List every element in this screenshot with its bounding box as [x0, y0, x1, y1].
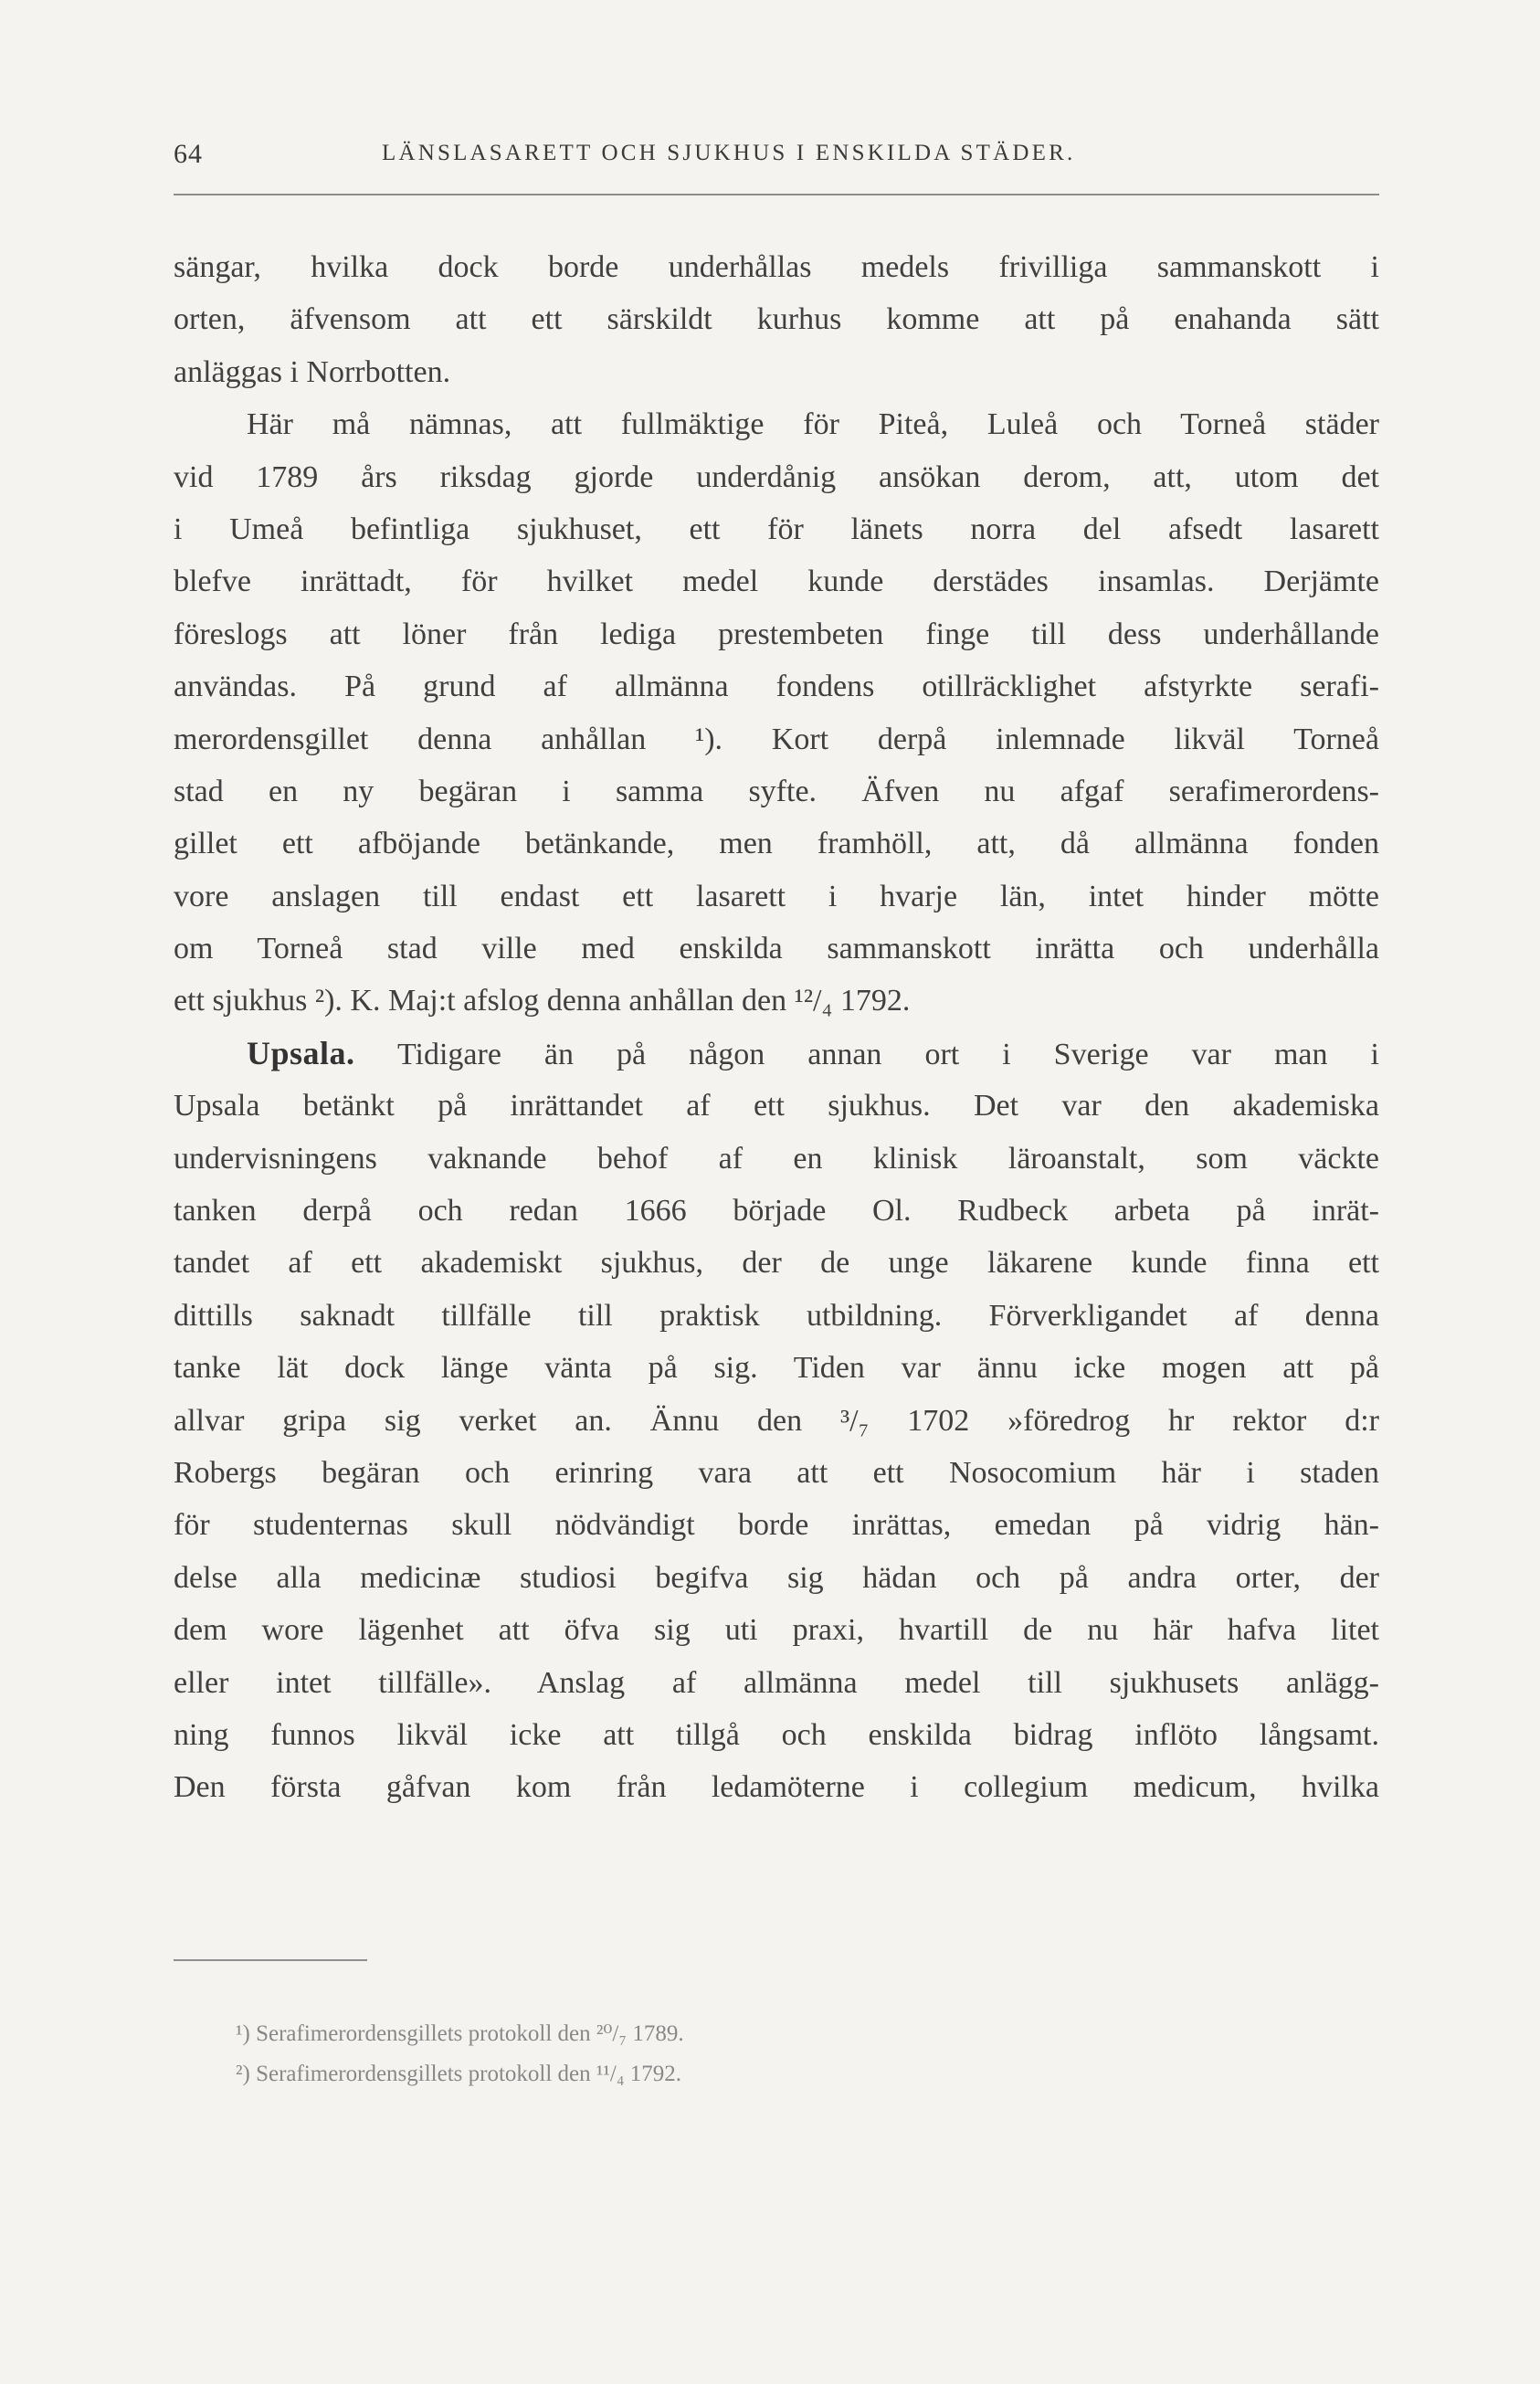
- text-line: undervisningens vaknande behof af en klinisk läroanstalt, som väckte: [174, 1141, 1379, 1176]
- body-text: [174, 241, 1379, 1814]
- text-line: Här må nämnas, att fullmäktige för Piteå, Luleå och Torneå städer: [247, 407, 1379, 442]
- text-line: tandet af ett akademiskt sjukhus, der de unge läkarene kunde finna ett: [174, 1246, 1379, 1281]
- text-line: delse alla medicinæ studiosi begifva sig hädan och på andra orter, der: [174, 1560, 1379, 1595]
- text-line: dittills saknadt tillfälle till praktisk utbildning. Förverkligandet af denna: [174, 1298, 1379, 1333]
- text-line: i Umeå befintliga sjukhuset, ett för länets norra del afsedt lasarett: [174, 512, 1379, 546]
- text-line: ning funnos likväl icke att tillgå och enskilda bidrag inflöto långsamt.: [174, 1717, 1379, 1752]
- text-line: eller intet tillfälle». Anslag af allmänna medel till sjukhusets anlägg-: [174, 1665, 1379, 1700]
- text-line: dem wore lägenhet att öfva sig uti praxi, hvartill de nu här hafva litet: [174, 1613, 1379, 1648]
- text-line: om Torneå stad ville med enskilda sammanskott inrätta och underhålla: [174, 932, 1379, 966]
- footnote-rule: [174, 1959, 367, 1961]
- section-heading: Upsala.: [247, 1034, 355, 1071]
- text-line-with-heading: [174, 1028, 1379, 1080]
- text-line: Upsala betänkt på inrättandet af ett sjukhus. Det var den akademiska: [174, 1089, 1379, 1123]
- text-line: merordensgillet denna anhållan ¹). Kort derpå inlemnade likväl Torneå: [174, 722, 1379, 756]
- text-line: vore anslagen till endast ett lasarett i hvarje län, intet hinder mötte: [174, 879, 1379, 913]
- text-run: Tidigare än på någon annan ort i Sverige var man i: [396, 1037, 1379, 1071]
- text-line: anläggas i Norrbotten.: [174, 354, 451, 389]
- footnote: ²) Serafimerordensgillets protokoll den ¹¹/₄ 1792.: [236, 2062, 682, 2086]
- text-line: för studenternas skull nödvändigt borde inrättas, emedan på vidrig hän-: [174, 1508, 1379, 1543]
- page-number: 64: [174, 139, 203, 169]
- text-line: blefve inrättadt, för hvilket medel kunde derstädes insamlas. Derjämte: [174, 564, 1379, 599]
- text-line: tanke lät dock länge vänta på sig. Tiden var ännu icke mogen att på: [174, 1351, 1379, 1386]
- footnote: ¹) Serafimerordensgillets protokoll den ²⁰/₇ 1789.: [236, 2021, 684, 2046]
- text-line: stad en ny begäran i samma syfte. Äfven nu afgaf serafimerordens-: [174, 774, 1379, 808]
- text-line: Robergs begäran och erinring vara att ett Nosocomium här i staden: [174, 1455, 1379, 1490]
- text-line: allvar gripa sig verket an. Ännu den ³/₇ 1702 »föredrog hr rektor d:r: [174, 1403, 1379, 1438]
- text-line: ett sjukhus ²). K. Maj:t afslog denna anhållan den ¹²/₄ 1792.: [174, 984, 911, 1018]
- page-header: [174, 139, 1379, 175]
- text-line: sängar, hvilka dock borde underhållas medels frivilliga sammanskott i: [174, 250, 1379, 284]
- text-line: gillet ett afböjande betänkande, men framhöll, att, då allmänna fonden: [174, 827, 1379, 861]
- text-line: Den första gåfvan kom från ledamöterne i collegium medicum, hvilka: [174, 1770, 1379, 1805]
- text-line: vid 1789 års riksdag gjorde underdånig ansökan derom, att, utom det: [174, 459, 1379, 494]
- text-line: tanken derpå och redan 1666 började Ol. Rudbeck arbeta på inrät-: [174, 1194, 1379, 1229]
- footnotes: [236, 2014, 1058, 2094]
- text-line: orten, äfvensom att ett särskildt kurhus komme att på enahanda sätt: [174, 302, 1379, 337]
- header-rule: [174, 194, 1379, 195]
- running-head: LÄNSLASARETT OCH SJUKHUS I ENSKILDA STÄDER.: [382, 141, 1076, 165]
- text-line: användas. På grund af allmänna fondens otillräcklighet afstyrkte serafi-: [174, 670, 1379, 704]
- text-line: föreslogs att löner från lediga prestembeten finge till dess underhållande: [174, 617, 1379, 651]
